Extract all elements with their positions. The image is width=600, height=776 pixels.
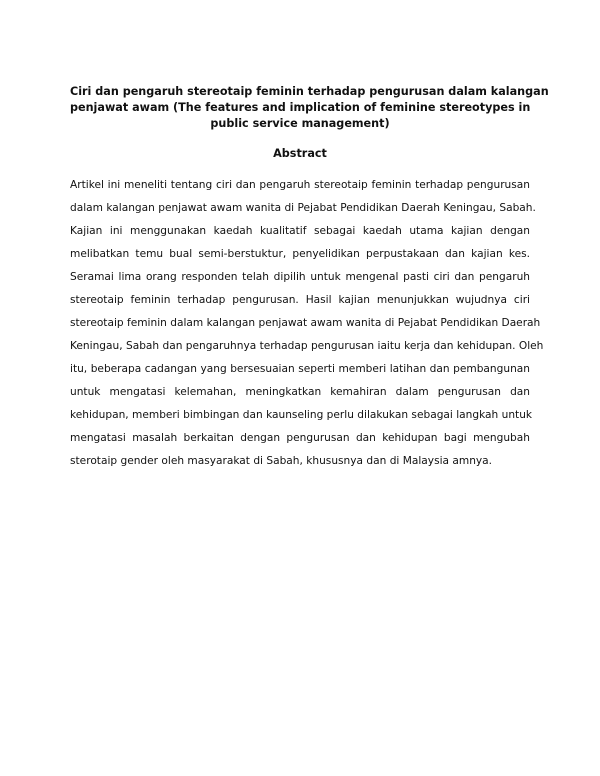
abstract-line: sterotaip gender oleh masyarakat di Sabah, khususnya dan di Malaysia amnya. xyxy=(70,455,493,467)
title-line: penjawat awam (The features and implication of feminine stereotypes in xyxy=(70,101,531,114)
abstract-line: itu, beberapa cadangan yang bersesuaian seperti memberi latihan dan pembangunan xyxy=(70,363,530,375)
abstract-line: Keningau, Sabah dan pengaruhnya terhadap pengurusan iaitu kerja dan kehidupan. Oleh xyxy=(70,340,544,352)
abstract-line: stereotaip feminin terhadap pengurusan. Hasil kajian menunjukkan wujudnya ciri xyxy=(70,294,530,306)
abstract-line: Kajian ini menggunakan kaedah kualitatif sebagai kaedah utama kajian dengan xyxy=(70,225,530,237)
abstract-line: Seramai lima orang responden telah dipilih untuk mengenal pasti ciri dan pengaruh xyxy=(70,271,530,283)
abstract-heading: Abstract xyxy=(273,147,327,160)
abstract-line: kehidupan, memberi bimbingan dan kaunseling perlu dilakukan sebagai langkah untuk xyxy=(70,409,533,421)
abstract-line: dalam kalangan penjawat awam wanita di Pejabat Pendidikan Daerah Keningau, Sabah. xyxy=(70,202,536,214)
abstract-line: Artikel ini meneliti tentang ciri dan pengaruh stereotaip feminin terhadap pengurusan xyxy=(70,179,530,191)
title-line: public service management) xyxy=(210,117,390,130)
abstract-line: untuk mengatasi kelemahan, meningkatkan kemahiran dalam pengurusan dan xyxy=(70,386,530,398)
title-line: Ciri dan pengaruh stereotaip feminin terhadap pengurusan dalam kalangan xyxy=(70,85,549,98)
abstract-line: mengatasi masalah berkaitan dengan pengurusan dan kehidupan bagi mengubah xyxy=(70,432,530,444)
paper-title xyxy=(70,84,549,132)
abstract-line: melibatkan temu bual semi-berstuktur, penyelidikan perpustakaan dan kajian kes. xyxy=(70,248,530,260)
abstract-body xyxy=(70,174,544,473)
abstract-line: stereotaip feminin dalam kalangan penjawat awam wanita di Pejabat Pendidikan Daerah xyxy=(70,317,541,329)
